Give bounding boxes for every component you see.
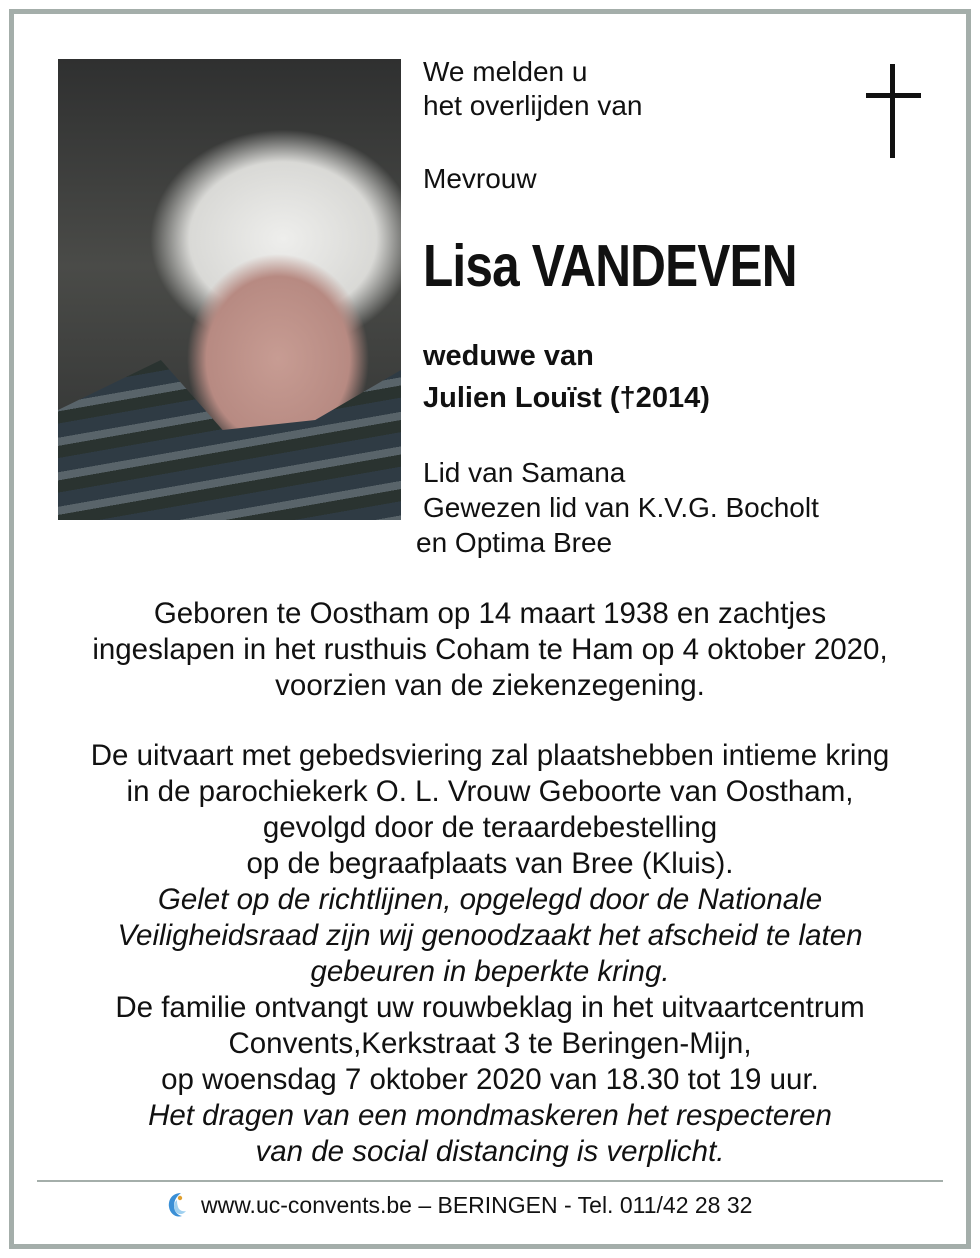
text-line: in de parochiekerk O. L. Vrouw Geboorte van Oostham, (126, 775, 854, 808)
membership-line: Lid van Samana (423, 457, 626, 488)
condolences-line: Convents,Kerkstraat 3 te Beringen-Mijn, (228, 1027, 752, 1060)
funeral-paragraph (20, 738, 960, 1170)
footer-divider (37, 1180, 943, 1182)
condolences-line: op woensdag 7 oktober 2020 van 18.30 tot 19 uur. (161, 1063, 819, 1096)
uc-convents-logo-icon (165, 1190, 189, 1220)
membership-line: en Optima Bree (416, 527, 613, 558)
portrait-photo (58, 59, 401, 520)
text-line: gevolgd door de teraardebestelling (262, 811, 718, 844)
spouse-line-1: weduwe van (423, 340, 594, 372)
condolences-line: De familie ontvangt uw rouwbeklag in het uitvaartcentrum (115, 991, 865, 1024)
text-line: ingeslapen in het rusthuis Coham te Ham op 4 oktober 2020, (92, 633, 888, 666)
covid-notice-line: Gelet op de richtlijnen, opgelegd door de Nationale (157, 883, 823, 916)
text-line: De uitvaart met gebedsviering zal plaatshebben intieme kring (90, 739, 890, 772)
membership-line: Gewezen lid van K.V.G. Bocholt (423, 492, 819, 523)
text-line: Geboren te Oostham op 14 maart 1938 en zachtjes (153, 597, 827, 630)
portrait-sweater-pattern (58, 320, 401, 520)
footer-contact-text: www.uc-convents.be – BERINGEN - Tel. 011/42 28 32 (201, 1191, 753, 1218)
covid-notice-line: gebeuren in beperkte kring. (310, 955, 670, 988)
footer (165, 1190, 752, 1220)
spouse-line-2: Julien Louïst (†2014) (423, 382, 710, 414)
masks-notice-line: van de social distancing is verplicht. (255, 1135, 725, 1168)
intro-line-2: het overlijden van (423, 90, 643, 121)
text-line: voorzien van de ziekenzegening. (275, 669, 705, 702)
masks-notice-line: Het dragen van een mondmaskeren het respecteren (148, 1099, 832, 1132)
text-line: op de begraafplaats van Bree (Kluis). (246, 847, 734, 880)
covid-notice-line: Veiligheidsraad zijn wij genoodzaakt het afscheid te laten (117, 919, 863, 952)
salutation: Mevrouw (423, 163, 537, 194)
deceased-name: Lisa VANDEVEN (423, 233, 797, 299)
birth-death-paragraph (20, 596, 960, 704)
cross-icon (866, 64, 921, 158)
intro-line-1: We melden u (423, 56, 588, 87)
